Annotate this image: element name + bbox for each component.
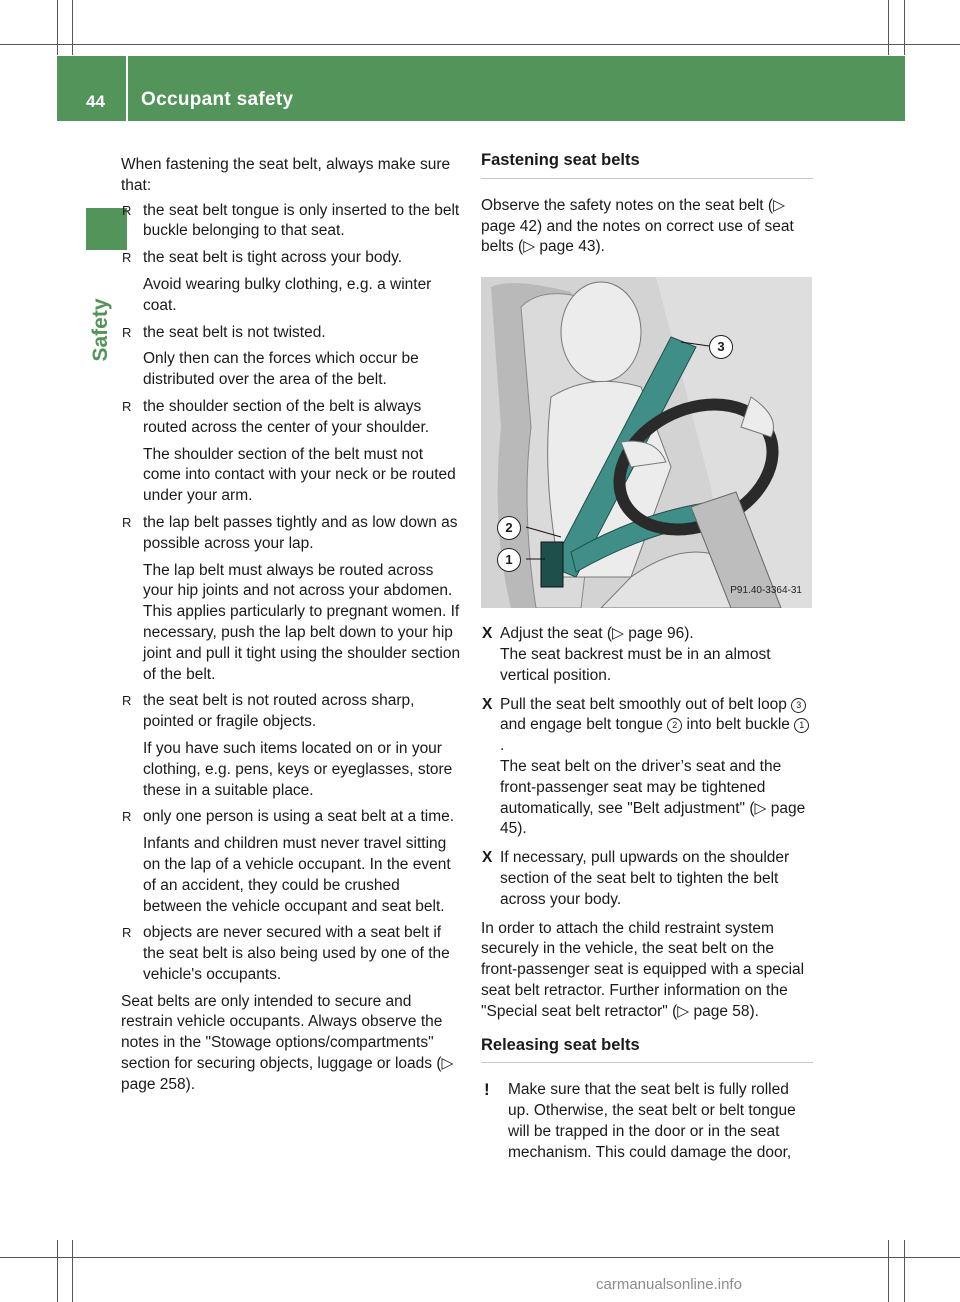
bullet-subtext: The shoulder section of the belt must not come into contact with your neck or be routed under your arm.: [143, 445, 456, 505]
bullet-mark: R: [122, 398, 132, 414]
side-tab-label: Safety: [89, 298, 112, 362]
crop-mark: [904, 0, 905, 55]
crop-mark: [0, 44, 960, 45]
step-text: Adjust the seat (▷ page 96).: [500, 625, 694, 643]
section-title: Occupant safety: [141, 89, 294, 110]
bullet-text: the seat belt is tight across your body.: [143, 249, 403, 267]
step-text-part: into belt buckle: [686, 716, 790, 734]
bullet-subtext: Infants and children must never travel sitting on the lap of a vehicle occupant. In the event of an accident, they could be crushed between the vehicle occupant and seat belt.: [143, 835, 451, 915]
bullet-mark: R: [122, 809, 132, 825]
bullet-item: [121, 397, 461, 507]
bullet-mark: R: [122, 514, 132, 530]
bullet-text: only one person is using a seat belt at a time.: [143, 808, 455, 826]
step-arrow-icon: X: [482, 625, 493, 643]
bullet-item: [121, 923, 461, 985]
bullet-item: [121, 691, 461, 801]
bullet-item: [121, 513, 461, 685]
left-column: [121, 155, 461, 1096]
right-column: [481, 150, 813, 1164]
bullet-mark: R: [122, 693, 132, 709]
bullet-mark: R: [122, 250, 132, 266]
ref-number-1: 1: [794, 718, 809, 733]
step-arrow-icon: X: [482, 849, 493, 867]
ref-number-3: 3: [791, 698, 806, 713]
bullet-mark: R: [122, 324, 132, 340]
callout-belt-tongue: 2: [497, 516, 521, 540]
bullet-subtext: Avoid wearing bulky clothing, e.g. a winter coat.: [143, 275, 432, 314]
bullet-subtext: Only then can the forces which occur be distributed over the area of the belt.: [143, 350, 419, 389]
bullet-item: [121, 807, 461, 917]
ref-number-2: 2: [667, 718, 682, 733]
step-note: The seat belt on the driver’s seat and the front-passenger seat may be tightened automatically, see "Belt adjustment" (▷ page 45).: [500, 757, 806, 838]
figure-code: P91.40-3364-31: [730, 585, 802, 597]
crop-mark: [888, 0, 889, 55]
warning-note: [481, 1080, 813, 1163]
step-note: The seat backrest must be in an almost vertical position.: [500, 645, 771, 684]
instruction-step: [481, 695, 813, 841]
instruction-step: [481, 624, 813, 686]
bullet-mark: R: [122, 925, 132, 941]
bullet-mark: R: [122, 202, 132, 218]
step-text-part: Pull the seat belt smoothly out of belt loop: [500, 695, 787, 713]
crop-mark: [72, 0, 73, 55]
seat-belt-illustration: [481, 277, 812, 608]
fastening-intro: Observe the safety notes on the seat belt (▷ page 42) and the notes on correct use of seat belts (▷ page 43).: [481, 196, 794, 256]
bullet-item: [121, 323, 461, 391]
warning-icon: !: [484, 1080, 490, 1100]
bullet-text: objects are never secured with a seat belt if the seat belt is also being used by one of the vehicle's occupants.: [143, 924, 450, 983]
callout-belt-buckle: 1: [497, 548, 521, 572]
bullet-text: the shoulder section of the belt is always routed across the center of your shoulder.: [143, 397, 430, 436]
bullet-text: the seat belt is not twisted.: [143, 323, 326, 341]
closing-text: Seat belts are only intended to secure and restrain vehicle occupants. Always observe the notes in the "Stowage options/compartments" section for securing objects, luggage or loads (▷ page 258).: [121, 992, 454, 1093]
crop-mark: [57, 0, 58, 55]
instruction-step: [481, 848, 813, 910]
bullet-text: the lap belt passes tightly and as low down as possible across your lap.: [143, 513, 458, 552]
bullet-text: the seat belt is not routed across sharp, pointed or fragile objects.: [143, 692, 415, 731]
watermark: carmanualsonline.info: [596, 1276, 742, 1293]
step-text-part: and engage belt tongue: [500, 716, 663, 734]
step-text: [500, 695, 813, 757]
releasing-heading: Releasing seat belts: [481, 1035, 813, 1064]
fastening-heading: Fastening seat belts: [481, 150, 813, 179]
callout-belt-loop: 3: [709, 335, 733, 359]
crop-mark: [904, 1240, 905, 1302]
crop-mark: [888, 1240, 889, 1302]
seat-belt-figure: [481, 277, 812, 608]
intro-text: When fastening the seat belt, always make sure that:: [121, 156, 451, 194]
crop-mark: [57, 1240, 58, 1302]
bullet-text: the seat belt tongue is only inserted to the belt buckle belonging to that seat.: [143, 201, 460, 240]
retractor-note: In order to attach the child restraint system securely in the vehicle, the seat belt on the front-passenger seat is equipped with a special seat belt retractor. Further information on the "Special seat belt retractor" (▷ page 58).: [481, 919, 805, 1020]
warning-text: Make sure that the seat belt is fully rolled up. Otherwise, the seat belt or belt tongue will be trapped in the door or in the seat mechanism. This could damage the door,: [508, 1081, 796, 1161]
bullet-item: [121, 248, 461, 316]
bullet-subtext: The lap belt must always be routed across your hip joints and not across your abdomen. This applies particularly to pregnant women. If necessary, push the lap belt down to your hip joint and pull it tight using the shoulder section of the belt.: [143, 561, 461, 683]
step-arrow-icon: X: [482, 695, 493, 713]
bullet-subtext: If you have such items located on or in your clothing, e.g. pens, keys or eyeglasses, store these in a suitable place.: [143, 739, 453, 799]
crop-mark: [72, 1240, 73, 1302]
step-text: If necessary, pull upwards on the shoulder section of the seat belt to tighten the belt across your body.: [500, 849, 790, 908]
step-text-part: .: [500, 737, 505, 755]
bullet-item: [121, 201, 461, 243]
crop-mark: [0, 1257, 960, 1258]
header-divider: [126, 56, 128, 121]
page-number: 44: [86, 92, 105, 111]
